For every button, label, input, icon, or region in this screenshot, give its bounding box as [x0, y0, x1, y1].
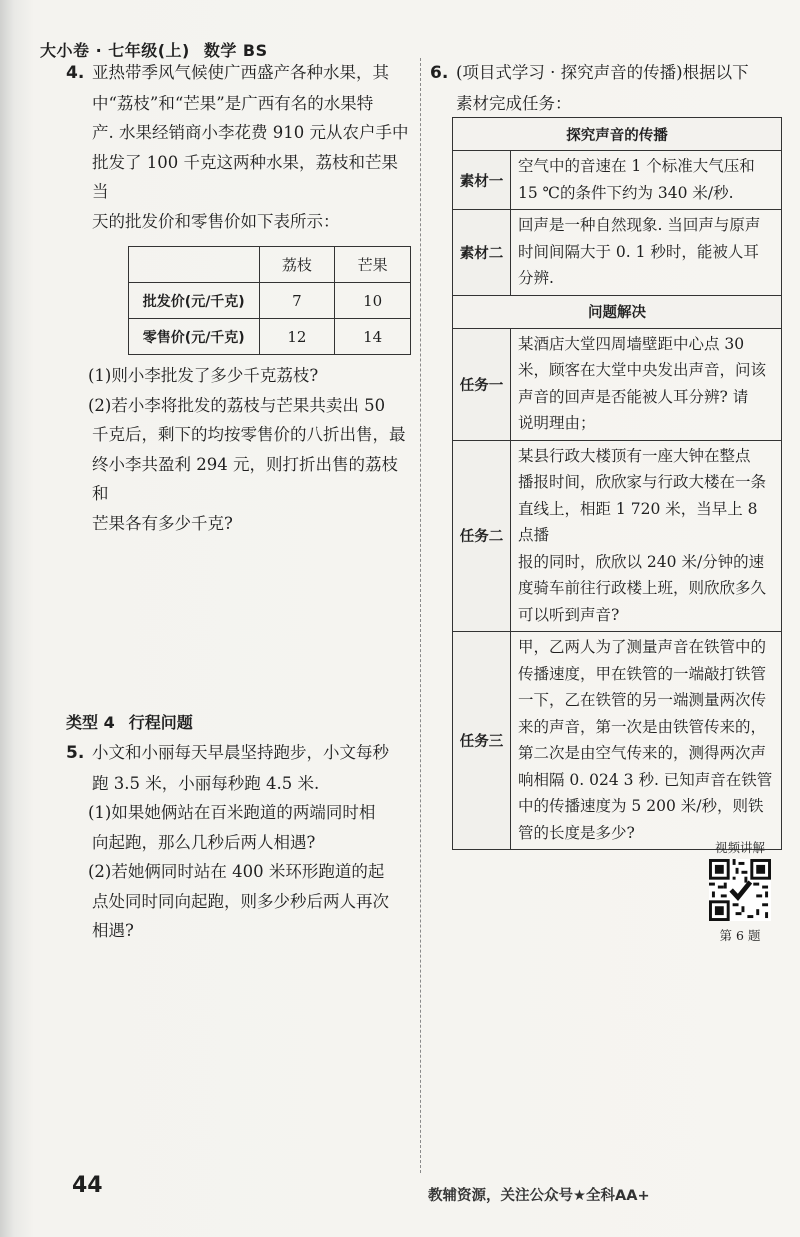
q4-line: 产. 水果经销商小李花费 910 元从农户手中	[92, 123, 409, 142]
task-label: 任务一	[453, 328, 511, 440]
q4-line: 4. 亚热带季风气候使广西盛产各种水果，其	[66, 58, 411, 89]
q4-part-2-line: (2)若小李将批发的荔枝与芒果共卖出 50	[88, 395, 386, 415]
subject-label: 数学 BS	[203, 41, 268, 60]
section-type: 类型 4	[66, 713, 115, 732]
q6-line: 6. (项目式学习 · 探究声音的传播)根据以下	[430, 58, 785, 89]
table-corner-cell	[129, 247, 260, 283]
section-title	[66, 710, 193, 733]
material-label: 素材二	[453, 210, 511, 296]
material-row	[453, 210, 782, 296]
table-row	[129, 283, 411, 319]
section-name: 行程问题	[128, 713, 193, 732]
book-title: 大小卷 · 七年级(上)	[40, 41, 190, 60]
qr-top-label: 视频讲解	[714, 840, 765, 855]
qr-video-block[interactable]	[706, 838, 774, 944]
q4-number: 4.	[66, 63, 85, 83]
table-cell: 14	[335, 319, 411, 355]
solve-title-row	[453, 295, 782, 328]
task-label: 任务二	[453, 440, 511, 632]
q5-part-2-line: (2)若她俩同时站在 400 米环形跑道的起	[88, 862, 385, 881]
q5-line: 5. 小文和小丽每天早晨坚持跑步，小文每秒	[66, 738, 411, 769]
sound-task-table	[452, 117, 782, 850]
q6-number: 6.	[430, 63, 449, 83]
table-header-row	[129, 247, 411, 283]
table-title-row	[453, 118, 782, 151]
q5-part-1-line: 向起跑，那么几秒后两人相遇?	[92, 832, 316, 852]
q4-part-2-line: 终小李共盈利 294 元，则打折出售的荔枝和	[92, 454, 398, 503]
question-6	[430, 58, 785, 118]
task-label: 任务三	[453, 632, 511, 850]
q4-part-2-line: 芒果各有多少千克?	[92, 513, 233, 533]
table-header-mango: 芒果	[335, 247, 411, 283]
solve-title: 问题解决	[453, 295, 782, 328]
task-row	[453, 440, 782, 632]
q4-line: 批发了 100 千克这两种水果，荔枝和芒果当	[92, 152, 398, 201]
table-row	[129, 319, 411, 355]
task-row	[453, 632, 782, 850]
page-number: 44	[72, 1173, 103, 1198]
q5-line: 跑 3.5 米，小丽每秒跑 4.5 米.	[92, 773, 320, 793]
q5-part-2-line: 点处同时同向起跑，则多少秒后两人再次	[92, 891, 389, 911]
material-row	[453, 151, 782, 210]
task-row	[453, 328, 782, 440]
qr-code-icon[interactable]	[709, 859, 771, 921]
q4-line: 中“荔枝”和“芒果”是广西有名的水果特	[92, 93, 374, 113]
task-text: 某县行政大楼顶有一座大钟在整点 播报时间，欣欣家与行政大楼在一条 直线上，相距 1 720 米，当早上 8 点播 报的同时，欣欣以 240 米/分钟的速 度骑车前往行政楼上班，则欣欣多久 可以听到声音?	[511, 440, 782, 632]
material-text: 回声是一种自然现象. 当回声与原声 时间间隔大于 0. 1 秒时，能被人耳 分辨.	[511, 210, 782, 296]
row-label-wholesale: 批发价(元/千克)	[129, 283, 260, 319]
q5-part-1-line: (1)如果她俩站在百米跑道的两端同时相	[88, 803, 376, 822]
material-label: 素材一	[453, 151, 511, 210]
table-cell: 10	[335, 283, 411, 319]
qr-bottom-label: 第 6 题	[719, 928, 761, 943]
row-label-retail: 零售价(元/千克)	[129, 319, 260, 355]
q4-part-2-line: 千克后，剩下的均按零售价的八折出售，最	[92, 425, 406, 444]
q5-number: 5.	[66, 743, 85, 763]
table-cell: 12	[259, 319, 335, 355]
q5-part-2-line: 相遇?	[92, 921, 134, 940]
task-text: 某酒店大堂四周墙壁距中心点 30 米，顾客在大堂中央发出声音，问该 声音的回声是否能被人耳分辨? 请 说明理由；	[511, 328, 782, 440]
q4-part-1: (1)则小李批发了多少千克荔枝?	[88, 366, 319, 385]
fruit-price-table	[128, 246, 411, 355]
footer-note: 教辅资源，关注公众号★全科AA+	[428, 1188, 650, 1204]
table-header-lychee: 荔枝	[259, 247, 335, 283]
table-title: 探究声音的传播	[453, 118, 782, 151]
question-5	[66, 738, 411, 946]
material-text: 空气中的音速在 1 个标准大气压和 15 ℃的条件下约为 340 米/秒.	[511, 151, 782, 210]
table-cell: 7	[259, 283, 335, 319]
question-4	[66, 58, 411, 538]
column-divider	[420, 58, 421, 1173]
q4-line: 天的批发价和零售价如下表所示：	[92, 211, 340, 231]
task-text: 甲，乙两人为了测量声音在铁管中的 传播速度，甲在铁管的一端敲打铁管 一下，乙在铁管的另一端测量两次传 来的声音，第一次是由铁管传来的， 第二次是由空气传来的，测得两次声 响相隔 0. 024 3 秒. 已知声音在铁管 中的传播速度为 5 200 米/秒，则铁 管的长度是多少?	[511, 632, 782, 850]
q6-line: 素材完成任务：	[456, 93, 572, 113]
